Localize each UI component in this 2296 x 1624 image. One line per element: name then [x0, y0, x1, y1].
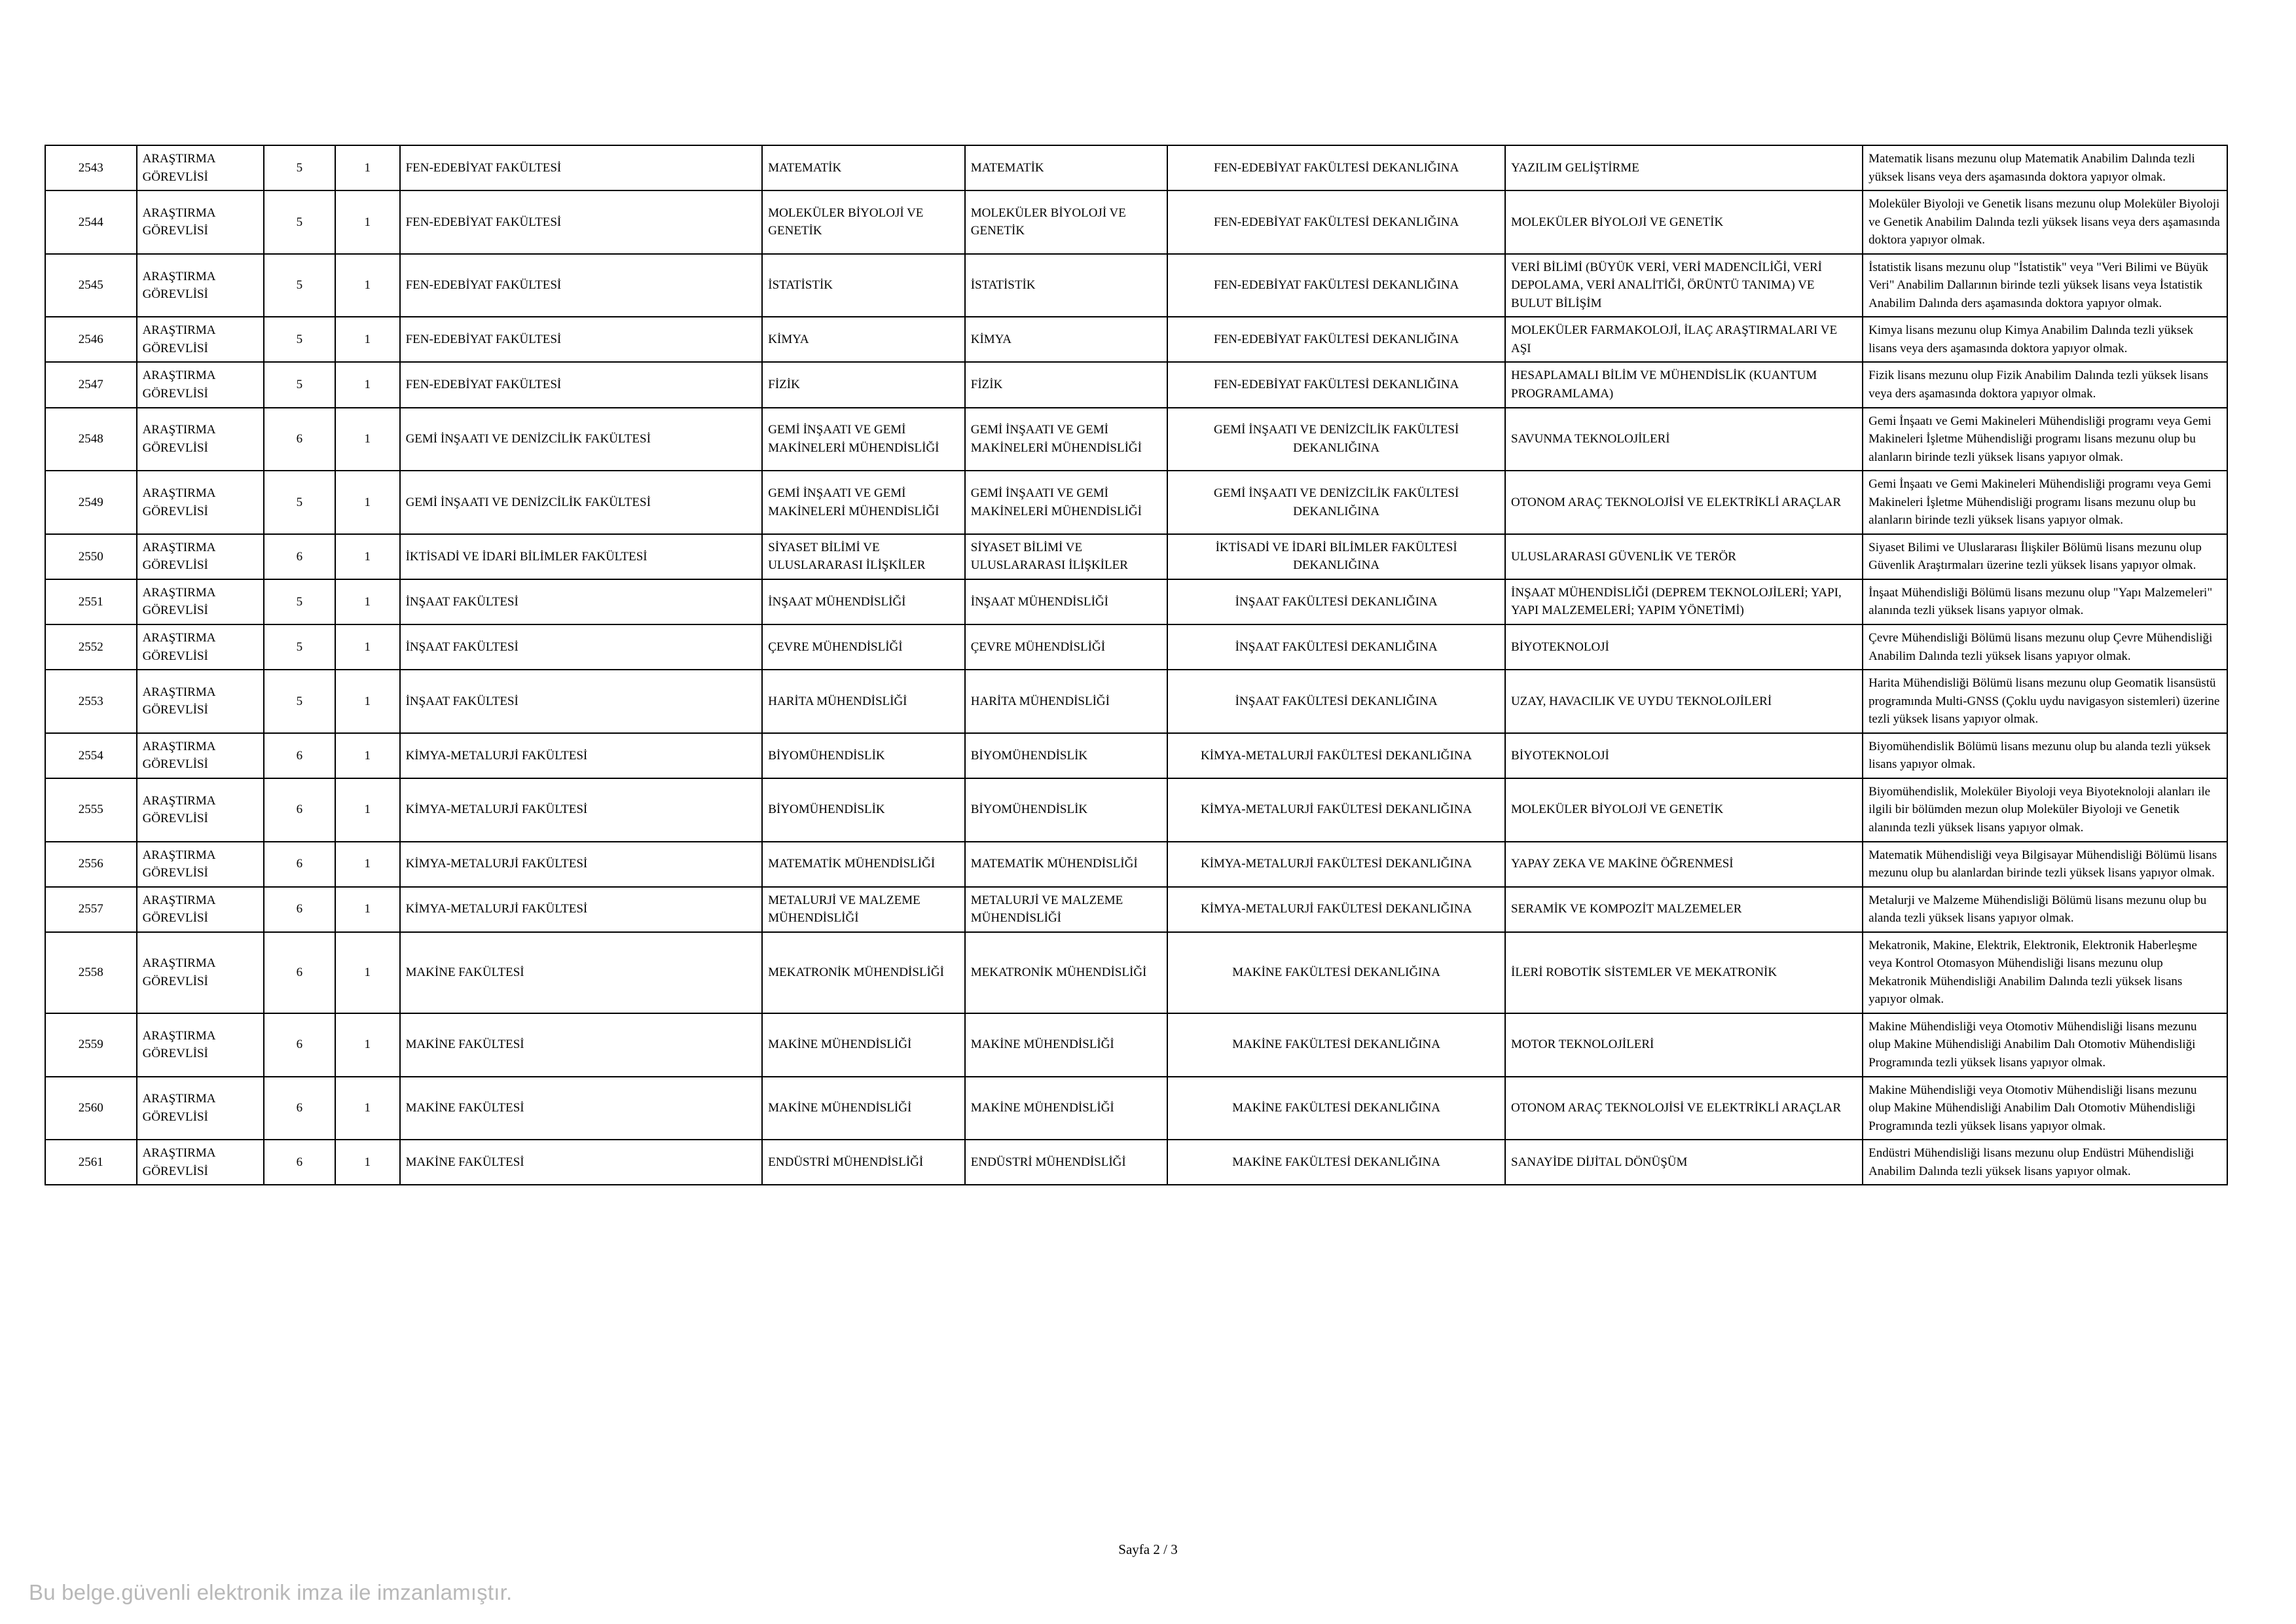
department-cell: MAKİNE MÜHENDİSLİĞİ — [762, 1077, 964, 1140]
dean-office-cell: FEN-EDEBİYAT FAKÜLTESİ DEKANLIĞINA — [1167, 317, 1505, 362]
dean-office-cell: KİMYA-METALURJİ FAKÜLTESİ DEKANLIĞINA — [1167, 778, 1505, 842]
explanation-cell: Gemi İnşaatı ve Gemi Makineleri Mühendisliği programı veya Gemi Makineleri İşletme Mühendisliği programı lisans mezunu olup bu alanların birinde tezli yüksek lisans yapıyor olmak. — [1863, 408, 2227, 471]
department-cell: İNŞAAT MÜHENDİSLİĞİ — [762, 579, 964, 624]
department-cell: GEMİ İNŞAATI VE GEMİ MAKİNELERİ MÜHENDİSLİĞİ — [762, 408, 964, 471]
department-cell: MATEMATİK — [762, 145, 964, 190]
position-no-cell: 2557 — [45, 887, 137, 932]
department-cell: BİYOMÜHENDİSLİK — [762, 733, 964, 778]
faculty-cell: FEN-EDEBİYAT FAKÜLTESİ — [400, 254, 763, 317]
quantity-cell: 1 — [335, 579, 400, 624]
faculty-cell: FEN-EDEBİYAT FAKÜLTESİ — [400, 317, 763, 362]
quantity-cell: 1 — [335, 670, 400, 733]
dean-office-cell: MAKİNE FAKÜLTESİ DEKANLIĞINA — [1167, 932, 1505, 1013]
explanation-cell: Fizik lisans mezunu olup Fizik Anabilim Dalında tezli yüksek lisans veya ders aşamasında doktora yapıyor olmak. — [1863, 362, 2227, 407]
dean-office-cell: MAKİNE FAKÜLTESİ DEKANLIĞINA — [1167, 1140, 1505, 1185]
explanation-cell: İstatistik lisans mezunu olup "İstatistik" veya "Veri Bilimi ve Büyük Veri" Anabilim Dallarının birinde tezli yüksek lisans veya İstatistik Anabilim Dalında ders aşamasında doktora yapıyor olmak. — [1863, 254, 2227, 317]
specialization-cell: İLERİ ROBOTİK SİSTEMLER VE MEKATRONİK — [1505, 932, 1863, 1013]
page-number-footer: Sayfa 2 / 3 — [1118, 1542, 1178, 1557]
program-cell: MATEMATİK MÜHENDİSLİĞİ — [965, 842, 1167, 887]
faculty-cell: İNŞAAT FAKÜLTESİ — [400, 624, 763, 670]
grade-cell: 5 — [264, 145, 335, 190]
department-cell: ENDÜSTRİ MÜHENDİSLİĞİ — [762, 1140, 964, 1185]
specialization-cell: MOTOR TEKNOLOJİLERİ — [1505, 1013, 1863, 1077]
department-cell: GEMİ İNŞAATI VE GEMİ MAKİNELERİ MÜHENDİSLİĞİ — [762, 471, 964, 534]
quantity-cell: 1 — [335, 1013, 400, 1077]
position-no-cell: 2546 — [45, 317, 137, 362]
table-row — [45, 624, 2227, 670]
table-row — [45, 842, 2227, 887]
electronic-signature-note: Bu belge.güvenli elektronik imza ile imzanlamıştır. — [29, 1580, 513, 1604]
program-cell: ENDÜSTRİ MÜHENDİSLİĞİ — [965, 1140, 1167, 1185]
explanation-cell: Mekatronik, Makine, Elektrik, Elektronik, Elektronik Haberleşme veya Kontrol Otomasyon Mühendisliği lisans mezunu olup Mekatronik Mühendisliği Anabilim Dalında tezli yüksek lisans yapıyor olmak. — [1863, 932, 2227, 1013]
explanation-cell: Çevre Mühendisliği Bölümü lisans mezunu olup Çevre Mühendisliği Anabilim Dalında tezli yüksek lisans yapıyor olmak. — [1863, 624, 2227, 670]
position-title-cell: ARAŞTIRMA GÖREVLİSİ — [137, 887, 264, 932]
quantity-cell: 1 — [335, 932, 400, 1013]
dean-office-cell: KİMYA-METALURJİ FAKÜLTESİ DEKANLIĞINA — [1167, 842, 1505, 887]
dean-office-cell: İNŞAAT FAKÜLTESİ DEKANLIĞINA — [1167, 579, 1505, 624]
position-title-cell: ARAŞTIRMA GÖREVLİSİ — [137, 534, 264, 579]
position-no-cell: 2547 — [45, 362, 137, 407]
quantity-cell: 1 — [335, 842, 400, 887]
specialization-cell: VERİ BİLİMİ (BÜYÜK VERİ, VERİ MADENCİLİĞİ, VERİ DEPOLAMA, VERİ ANALİTİĞİ, ÖRÜNTÜ TANIMA) VE BULUT BİLİŞİM — [1505, 254, 1863, 317]
grade-cell: 5 — [264, 670, 335, 733]
faculty-cell: MAKİNE FAKÜLTESİ — [400, 932, 763, 1013]
specialization-cell: HESAPLAMALI BİLİM VE MÜHENDİSLİK (KUANTUM PROGRAMLAMA) — [1505, 362, 1863, 407]
program-cell: İNŞAAT MÜHENDİSLİĞİ — [965, 579, 1167, 624]
table-row — [45, 778, 2227, 842]
faculty-cell: KİMYA-METALURJİ FAKÜLTESİ — [400, 842, 763, 887]
position-title-cell: ARAŞTIRMA GÖREVLİSİ — [137, 932, 264, 1013]
quantity-cell: 1 — [335, 1140, 400, 1185]
grade-cell: 6 — [264, 1077, 335, 1140]
explanation-cell: Moleküler Biyoloji ve Genetik lisans mezunu olup Moleküler Biyoloji ve Genetik Anabilim Dalında tezli yüksek lisans veya ders aşamasında doktora yapıyor olmak. — [1863, 190, 2227, 254]
program-cell: BİYOMÜHENDİSLİK — [965, 733, 1167, 778]
faculty-cell: KİMYA-METALURJİ FAKÜLTESİ — [400, 733, 763, 778]
table-row — [45, 362, 2227, 407]
position-no-cell: 2554 — [45, 733, 137, 778]
position-title-cell: ARAŞTIRMA GÖREVLİSİ — [137, 624, 264, 670]
table-row — [45, 932, 2227, 1013]
specialization-cell: BİYOTEKNOLOJİ — [1505, 624, 1863, 670]
specialization-cell: İNŞAAT MÜHENDİSLİĞİ (DEPREM TEKNOLOJİLERİ; YAPI, YAPI MALZEMELERİ; YAPIM YÖNETİMİ) — [1505, 579, 1863, 624]
dean-office-cell: İNŞAAT FAKÜLTESİ DEKANLIĞINA — [1167, 624, 1505, 670]
department-cell: KİMYA — [762, 317, 964, 362]
table-row — [45, 1013, 2227, 1077]
faculty-cell: MAKİNE FAKÜLTESİ — [400, 1077, 763, 1140]
position-no-cell: 2559 — [45, 1013, 137, 1077]
dean-office-cell: FEN-EDEBİYAT FAKÜLTESİ DEKANLIĞINA — [1167, 145, 1505, 190]
program-cell: SİYASET BİLİMİ VE ULUSLARARASI İLİŞKİLER — [965, 534, 1167, 579]
explanation-cell: Makine Mühendisliği veya Otomotiv Mühendisliği lisans mezunu olup Makine Mühendisliği Anabilim Dalı Otomotiv Mühendisliği Programında tezli yüksek lisans yapıyor olmak. — [1863, 1077, 2227, 1140]
position-title-cell: ARAŞTIRMA GÖREVLİSİ — [137, 362, 264, 407]
position-no-cell: 2545 — [45, 254, 137, 317]
quantity-cell: 1 — [335, 1077, 400, 1140]
program-cell: GEMİ İNŞAATI VE GEMİ MAKİNELERİ MÜHENDİSLİĞİ — [965, 408, 1167, 471]
explanation-cell: Matematik Mühendisliği veya Bilgisayar Mühendisliği Bölümü lisans mezunu olup bu alanlardan birinde tezli yüksek lisans yapıyor olmak. — [1863, 842, 2227, 887]
explanation-cell: Biyomühendislik, Moleküler Biyoloji veya Biyoteknoloji alanları ile ilgili bir bölümden mezun olup Moleküler Biyoloji ve Genetik alanında tezli yüksek lisans yapıyor olmak. — [1863, 778, 2227, 842]
grade-cell: 5 — [264, 471, 335, 534]
dean-office-cell: FEN-EDEBİYAT FAKÜLTESİ DEKANLIĞINA — [1167, 362, 1505, 407]
position-no-cell: 2558 — [45, 932, 137, 1013]
position-title-cell: ARAŞTIRMA GÖREVLİSİ — [137, 778, 264, 842]
dean-office-cell: KİMYA-METALURJİ FAKÜLTESİ DEKANLIĞINA — [1167, 887, 1505, 932]
specialization-cell: SANAYİDE DİJİTAL DÖNÜŞÜM — [1505, 1140, 1863, 1185]
dean-office-cell: MAKİNE FAKÜLTESİ DEKANLIĞINA — [1167, 1077, 1505, 1140]
position-title-cell: ARAŞTIRMA GÖREVLİSİ — [137, 1013, 264, 1077]
program-cell: İSTATİSTİK — [965, 254, 1167, 317]
position-title-cell: ARAŞTIRMA GÖREVLİSİ — [137, 842, 264, 887]
table-row — [45, 317, 2227, 362]
table-row — [45, 534, 2227, 579]
faculty-cell: İNŞAAT FAKÜLTESİ — [400, 579, 763, 624]
grade-cell: 6 — [264, 1140, 335, 1185]
academic-positions-table — [45, 145, 2228, 1185]
quantity-cell: 1 — [335, 190, 400, 254]
position-no-cell: 2555 — [45, 778, 137, 842]
program-cell: HARİTA MÜHENDİSLİĞİ — [965, 670, 1167, 733]
program-cell: KİMYA — [965, 317, 1167, 362]
dean-office-cell: GEMİ İNŞAATI VE DENİZCİLİK FAKÜLTESİ DEKANLIĞINA — [1167, 408, 1505, 471]
specialization-cell: SERAMİK VE KOMPOZİT MALZEMELER — [1505, 887, 1863, 932]
position-title-cell: ARAŞTIRMA GÖREVLİSİ — [137, 670, 264, 733]
grade-cell: 6 — [264, 534, 335, 579]
grade-cell: 6 — [264, 1013, 335, 1077]
specialization-cell: UZAY, HAVACILIK VE UYDU TEKNOLOJİLERİ — [1505, 670, 1863, 733]
grade-cell: 5 — [264, 579, 335, 624]
explanation-cell: Siyaset Bilimi ve Uluslararası İlişkiler Bölümü lisans mezunu olup Güvenlik Araştırmaları üzerine tezli yüksek lisans yapıyor olmak. — [1863, 534, 2227, 579]
dean-office-cell: İKTİSADİ VE İDARİ BİLİMLER FAKÜLTESİ DEKANLIĞINA — [1167, 534, 1505, 579]
faculty-cell: FEN-EDEBİYAT FAKÜLTESİ — [400, 190, 763, 254]
quantity-cell: 1 — [335, 408, 400, 471]
specialization-cell: ULUSLARARASI GÜVENLİK VE TERÖR — [1505, 534, 1863, 579]
quantity-cell: 1 — [335, 534, 400, 579]
department-cell: FİZİK — [762, 362, 964, 407]
program-cell: MEKATRONİK MÜHENDİSLİĞİ — [965, 932, 1167, 1013]
program-cell: MATEMATİK — [965, 145, 1167, 190]
explanation-cell: Metalurji ve Malzeme Mühendisliği Bölümü lisans mezunu olup bu alanda tezli yüksek lisans yapıyor olmak. — [1863, 887, 2227, 932]
quantity-cell: 1 — [335, 733, 400, 778]
table-row — [45, 471, 2227, 534]
faculty-cell: FEN-EDEBİYAT FAKÜLTESİ — [400, 362, 763, 407]
program-cell: MOLEKÜLER BİYOLOJİ VE GENETİK — [965, 190, 1167, 254]
dean-office-cell: FEN-EDEBİYAT FAKÜLTESİ DEKANLIĞINA — [1167, 254, 1505, 317]
faculty-cell: MAKİNE FAKÜLTESİ — [400, 1013, 763, 1077]
faculty-cell: GEMİ İNŞAATI VE DENİZCİLİK FAKÜLTESİ — [400, 471, 763, 534]
grade-cell: 5 — [264, 624, 335, 670]
specialization-cell: OTONOM ARAÇ TEKNOLOJİSİ VE ELEKTRİKLİ ARAÇLAR — [1505, 1077, 1863, 1140]
explanation-cell: İnşaat Mühendisliği Bölümü lisans mezunu olup "Yapı Malzemeleri" alanında tezli yüksek lisans yapıyor olmak. — [1863, 579, 2227, 624]
grade-cell: 5 — [264, 362, 335, 407]
dean-office-cell: MAKİNE FAKÜLTESİ DEKANLIĞINA — [1167, 1013, 1505, 1077]
position-no-cell: 2560 — [45, 1077, 137, 1140]
specialization-cell: MOLEKÜLER BİYOLOJİ VE GENETİK — [1505, 778, 1863, 842]
table-row — [45, 408, 2227, 471]
faculty-cell: İNŞAAT FAKÜLTESİ — [400, 670, 763, 733]
dean-office-cell: KİMYA-METALURJİ FAKÜLTESİ DEKANLIĞINA — [1167, 733, 1505, 778]
position-title-cell: ARAŞTIRMA GÖREVLİSİ — [137, 254, 264, 317]
position-title-cell: ARAŞTIRMA GÖREVLİSİ — [137, 471, 264, 534]
program-cell: ÇEVRE MÜHENDİSLİĞİ — [965, 624, 1167, 670]
faculty-cell: FEN-EDEBİYAT FAKÜLTESİ — [400, 145, 763, 190]
position-title-cell: ARAŞTIRMA GÖREVLİSİ — [137, 145, 264, 190]
table-body — [45, 145, 2227, 1185]
department-cell: MAKİNE MÜHENDİSLİĞİ — [762, 1013, 964, 1077]
specialization-cell: BİYOTEKNOLOJİ — [1505, 733, 1863, 778]
position-no-cell: 2551 — [45, 579, 137, 624]
table-row — [45, 1077, 2227, 1140]
position-no-cell: 2556 — [45, 842, 137, 887]
department-cell: İSTATİSTİK — [762, 254, 964, 317]
position-title-cell: ARAŞTIRMA GÖREVLİSİ — [137, 190, 264, 254]
position-title-cell: ARAŞTIRMA GÖREVLİSİ — [137, 408, 264, 471]
program-cell: BİYOMÜHENDİSLİK — [965, 778, 1167, 842]
table-row — [45, 1140, 2227, 1185]
explanation-cell: Makine Mühendisliği veya Otomotiv Mühendisliği lisans mezunu olup Makine Mühendisliği Anabilim Dalı Otomotiv Mühendisliği Programında tezli yüksek lisans yapıyor olmak. — [1863, 1013, 2227, 1077]
program-cell: METALURJİ VE MALZEME MÜHENDİSLİĞİ — [965, 887, 1167, 932]
quantity-cell: 1 — [335, 778, 400, 842]
position-no-cell: 2544 — [45, 190, 137, 254]
dean-office-cell: FEN-EDEBİYAT FAKÜLTESİ DEKANLIĞINA — [1167, 190, 1505, 254]
program-cell: FİZİK — [965, 362, 1167, 407]
quantity-cell: 1 — [335, 624, 400, 670]
grade-cell: 6 — [264, 887, 335, 932]
specialization-cell: MOLEKÜLER FARMAKOLOJİ, İLAÇ ARAŞTIRMALARI VE AŞI — [1505, 317, 1863, 362]
quantity-cell: 1 — [335, 317, 400, 362]
quantity-cell: 1 — [335, 471, 400, 534]
specialization-cell: YAZILIM GELİŞTİRME — [1505, 145, 1863, 190]
table-row — [45, 145, 2227, 190]
position-no-cell: 2552 — [45, 624, 137, 670]
table-row — [45, 670, 2227, 733]
table-row — [45, 254, 2227, 317]
faculty-cell: KİMYA-METALURJİ FAKÜLTESİ — [400, 778, 763, 842]
grade-cell: 5 — [264, 190, 335, 254]
grade-cell: 6 — [264, 778, 335, 842]
position-no-cell: 2553 — [45, 670, 137, 733]
department-cell: BİYOMÜHENDİSLİK — [762, 778, 964, 842]
department-cell: ÇEVRE MÜHENDİSLİĞİ — [762, 624, 964, 670]
position-no-cell: 2561 — [45, 1140, 137, 1185]
specialization-cell: YAPAY ZEKA VE MAKİNE ÖĞRENMESİ — [1505, 842, 1863, 887]
quantity-cell: 1 — [335, 145, 400, 190]
specialization-cell: OTONOM ARAÇ TEKNOLOJİSİ VE ELEKTRİKLİ ARAÇLAR — [1505, 471, 1863, 534]
position-no-cell: 2548 — [45, 408, 137, 471]
table-row — [45, 733, 2227, 778]
explanation-cell: Kimya lisans mezunu olup Kimya Anabilim Dalında tezli yüksek lisans veya ders aşamasında doktora yapıyor olmak. — [1863, 317, 2227, 362]
faculty-cell: KİMYA-METALURJİ FAKÜLTESİ — [400, 887, 763, 932]
faculty-cell: İKTİSADİ VE İDARİ BİLİMLER FAKÜLTESİ — [400, 534, 763, 579]
explanation-cell: Gemi İnşaatı ve Gemi Makineleri Mühendisliği programı veya Gemi Makineleri İşletme Mühendisliği programı lisans mezunu olup bu alanların birinde tezli yüksek lisans yapıyor olmak. — [1863, 471, 2227, 534]
position-title-cell: ARAŞTIRMA GÖREVLİSİ — [137, 317, 264, 362]
department-cell: SİYASET BİLİMİ VE ULUSLARARASI İLİŞKİLER — [762, 534, 964, 579]
position-title-cell: ARAŞTIRMA GÖREVLİSİ — [137, 1140, 264, 1185]
position-no-cell: 2543 — [45, 145, 137, 190]
grade-cell: 5 — [264, 317, 335, 362]
specialization-cell: MOLEKÜLER BİYOLOJİ VE GENETİK — [1505, 190, 1863, 254]
grade-cell: 5 — [264, 254, 335, 317]
explanation-cell: Matematik lisans mezunu olup Matematik Anabilim Dalında tezli yüksek lisans veya ders aşamasında doktora yapıyor olmak. — [1863, 145, 2227, 190]
faculty-cell: MAKİNE FAKÜLTESİ — [400, 1140, 763, 1185]
position-title-cell: ARAŞTIRMA GÖREVLİSİ — [137, 733, 264, 778]
program-cell: MAKİNE MÜHENDİSLİĞİ — [965, 1013, 1167, 1077]
table-row — [45, 887, 2227, 932]
program-cell: GEMİ İNŞAATI VE GEMİ MAKİNELERİ MÜHENDİSLİĞİ — [965, 471, 1167, 534]
grade-cell: 6 — [264, 842, 335, 887]
grade-cell: 6 — [264, 408, 335, 471]
quantity-cell: 1 — [335, 254, 400, 317]
specialization-cell: SAVUNMA TEKNOLOJİLERİ — [1505, 408, 1863, 471]
position-title-cell: ARAŞTIRMA GÖREVLİSİ — [137, 579, 264, 624]
grade-cell: 6 — [264, 932, 335, 1013]
faculty-cell: GEMİ İNŞAATI VE DENİZCİLİK FAKÜLTESİ — [400, 408, 763, 471]
table-row — [45, 579, 2227, 624]
quantity-cell: 1 — [335, 887, 400, 932]
quantity-cell: 1 — [335, 362, 400, 407]
department-cell: MATEMATİK MÜHENDİSLİĞİ — [762, 842, 964, 887]
explanation-cell: Harita Mühendisliği Bölümü lisans mezunu olup Geomatik lisansüstü programında Multi-GNSS (Çoklu uydu navigasyon sistemleri) üzerine tezli yüksek lisans yapıyor olmak. — [1863, 670, 2227, 733]
explanation-cell: Endüstri Mühendisliği lisans mezunu olup Endüstri Mühendisliği Anabilim Dalında tezli yüksek lisans yapıyor olmak. — [1863, 1140, 2227, 1185]
position-no-cell: 2549 — [45, 471, 137, 534]
department-cell: MEKATRONİK MÜHENDİSLİĞİ — [762, 932, 964, 1013]
department-cell: METALURJİ VE MALZEME MÜHENDİSLİĞİ — [762, 887, 964, 932]
department-cell: MOLEKÜLER BİYOLOJİ VE GENETİK — [762, 190, 964, 254]
table-row — [45, 190, 2227, 254]
position-title-cell: ARAŞTIRMA GÖREVLİSİ — [137, 1077, 264, 1140]
position-no-cell: 2550 — [45, 534, 137, 579]
program-cell: MAKİNE MÜHENDİSLİĞİ — [965, 1077, 1167, 1140]
grade-cell: 6 — [264, 733, 335, 778]
dean-office-cell: İNŞAAT FAKÜLTESİ DEKANLIĞINA — [1167, 670, 1505, 733]
explanation-cell: Biyomühendislik Bölümü lisans mezunu olup bu alanda tezli yüksek lisans yapıyor olmak. — [1863, 733, 2227, 778]
department-cell: HARİTA MÜHENDİSLİĞİ — [762, 670, 964, 733]
dean-office-cell: GEMİ İNŞAATI VE DENİZCİLİK FAKÜLTESİ DEKANLIĞINA — [1167, 471, 1505, 534]
